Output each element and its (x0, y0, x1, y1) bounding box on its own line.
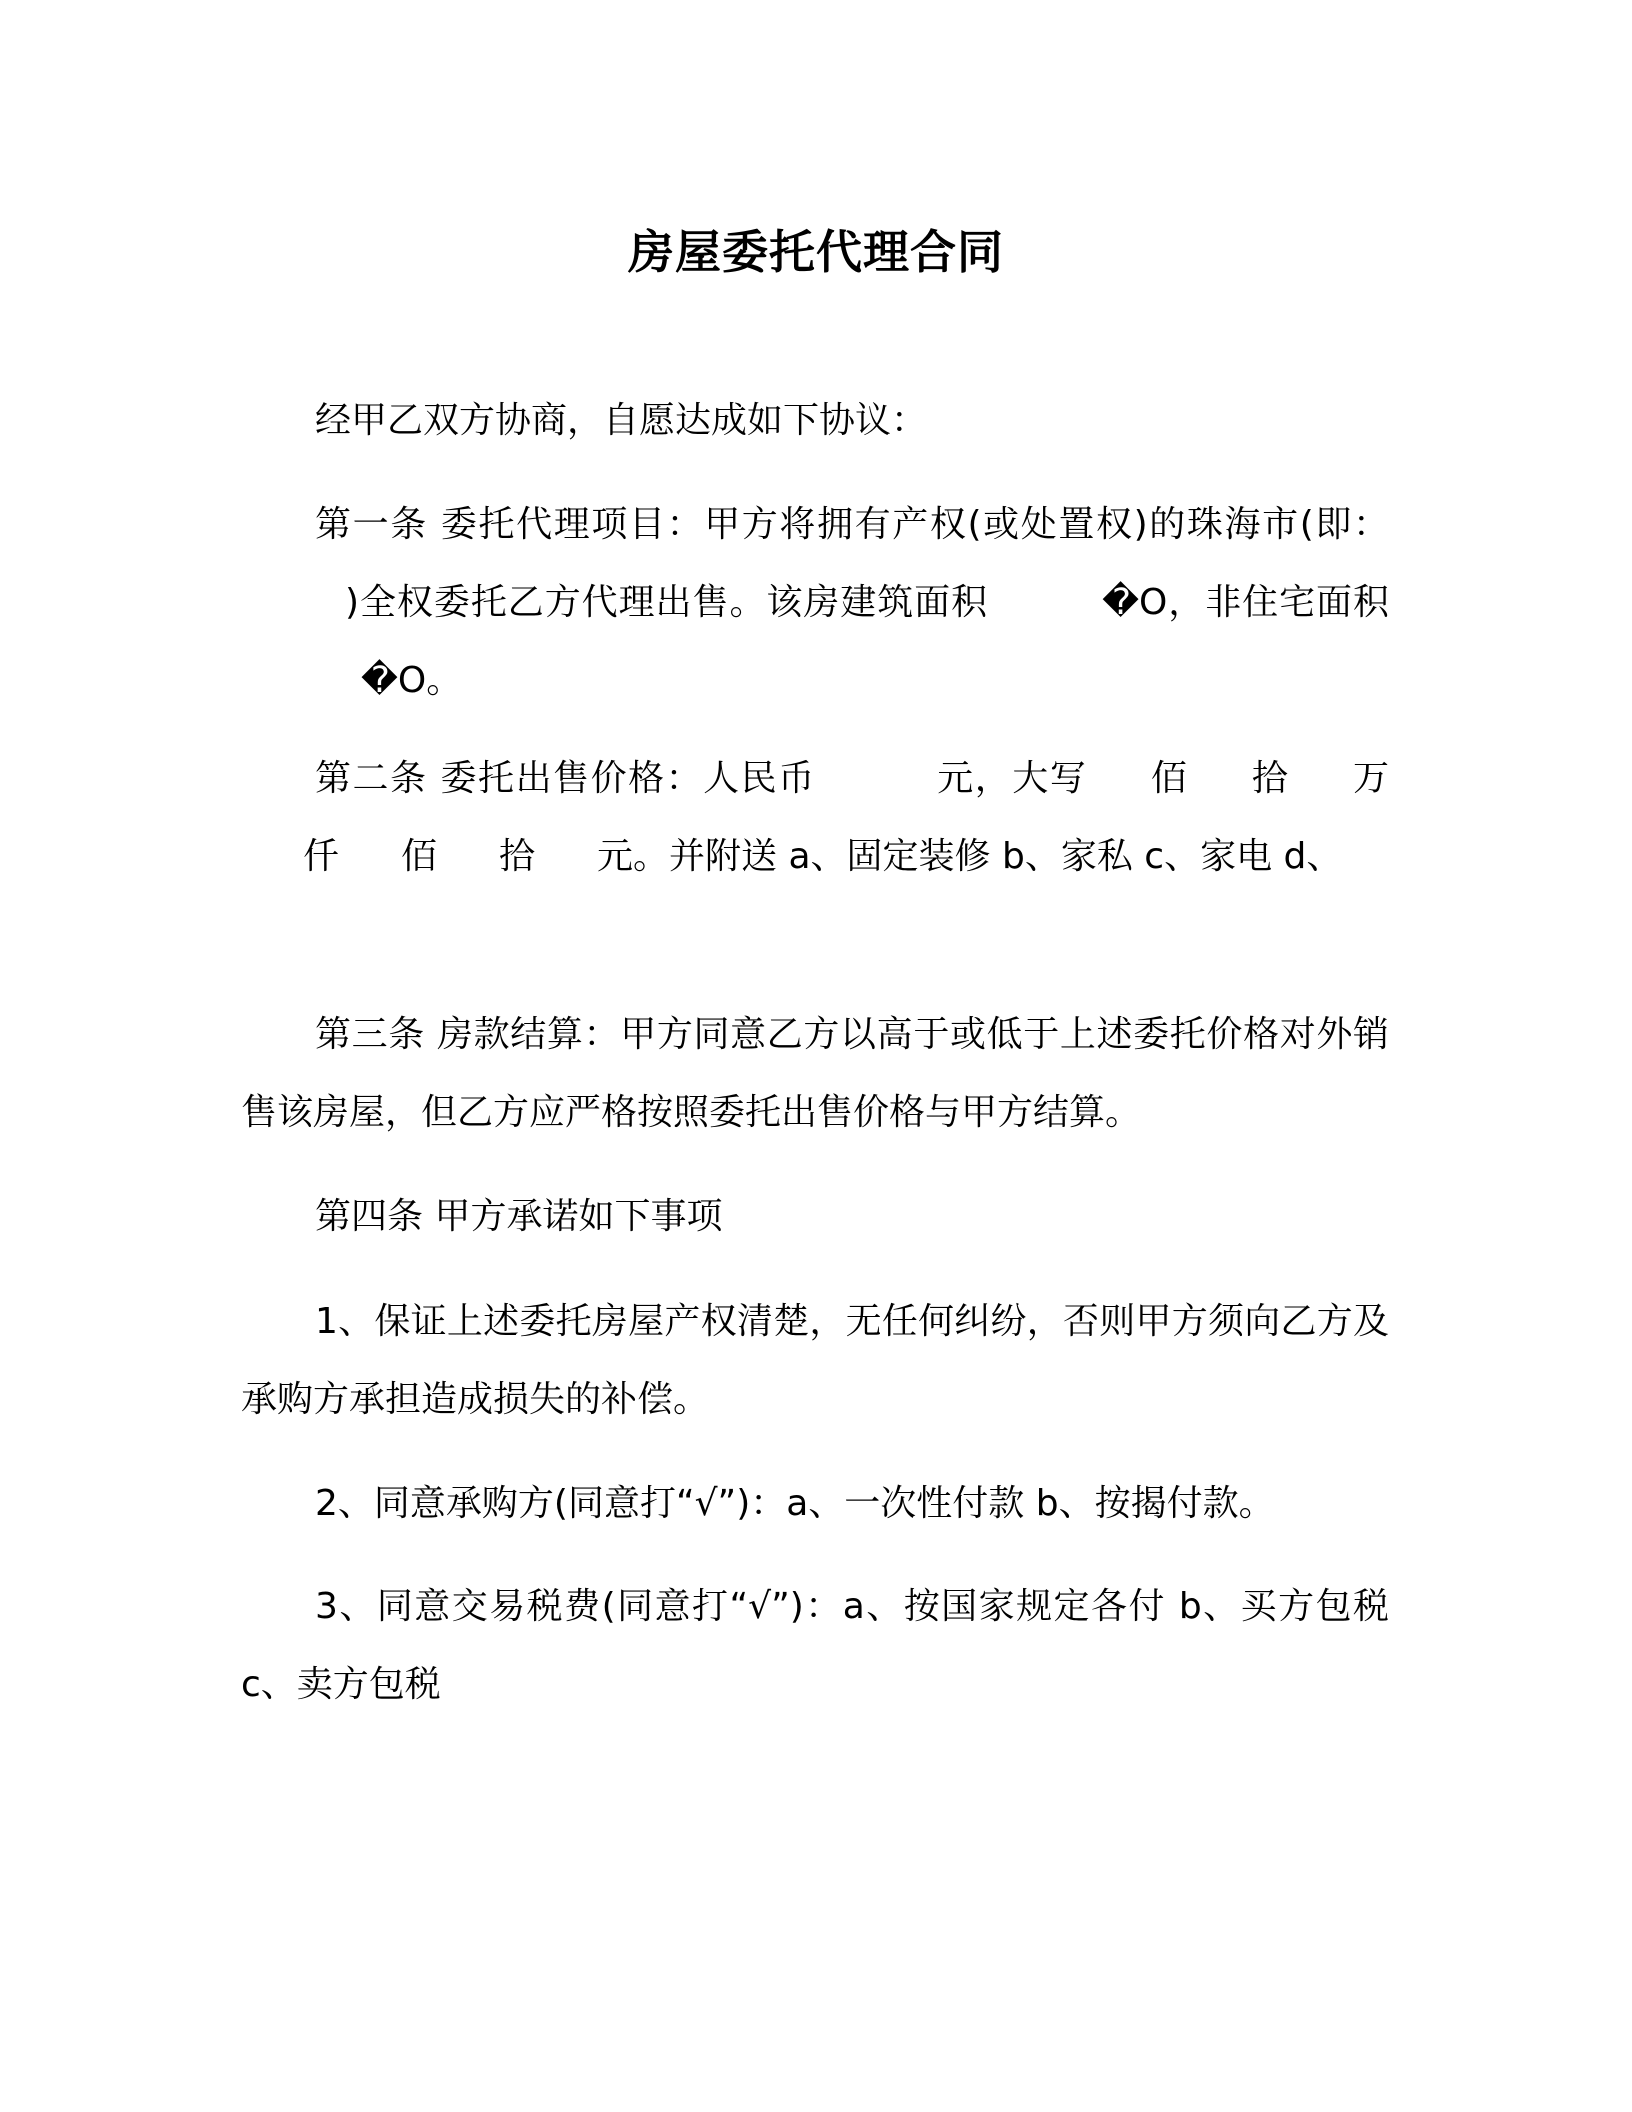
article4-heading (241, 1178, 1389, 1256)
article1-text-c: )全权委托乙方代理出售。该房建筑面积 (345, 582, 989, 623)
article3-paragraph (241, 996, 1389, 1152)
article2-text-c: 元。并附送 a、固定装修 b、家私 c、家电 d、 (597, 836, 1343, 877)
price-unit-shi-2: 拾 (499, 836, 536, 877)
article4-heading-text: 第四条 甲方承诺如下事项 (315, 1196, 723, 1237)
price-unit-wan: 万 (1351, 758, 1389, 799)
article1-text-a: 第一条 委托代理项目：甲方将拥有产权(或处置权)的珠海市 (315, 504, 1300, 545)
article2-text-b: 元，大写 (935, 758, 1088, 799)
item2-paragraph (241, 1465, 1389, 1543)
item3-text: 3、同意交易税费(同意打“√”)：a、按国家规定各付 b、买方包税 c、卖方包税 (241, 1586, 1389, 1705)
article1-text-b: (即： (1299, 504, 1389, 545)
article1-text-d: �O，非住宅面积 (1102, 582, 1389, 623)
price-unit-qian: 仟 (303, 836, 340, 877)
intro-paragraph (241, 382, 1389, 460)
item3-paragraph (241, 1568, 1389, 1724)
price-unit-bai-1: 佰 (1149, 758, 1189, 799)
article1-text-e: �O。 (361, 660, 463, 701)
article2-text-a: 第二条 委托出售价格：人民币 (315, 758, 816, 799)
item2-text: 2、同意承购方(同意打“√”)：a、一次性付款 b、按揭付款。 (315, 1483, 1275, 1524)
article2-paragraph (241, 740, 1389, 896)
document-title: 房屋委托代理合同 (628, 225, 1004, 279)
price-unit-bai-2: 佰 (401, 836, 438, 877)
article3-text: 第三条 房款结算：甲方同意乙方以高于或低于上述委托价格对外销售该房屋，但乙方应严格按照委托出售价格与甲方结算。 (241, 1014, 1389, 1133)
price-unit-shi-1: 拾 (1250, 758, 1290, 799)
article1-paragraph (241, 486, 1389, 720)
intro-text: 经甲乙双方协商，自愿达成如下协议： (315, 400, 928, 441)
item1-text: 1、保证上述委托房屋产权清楚，无任何纠纷，否则甲方须向乙方及承购方承担造成损失的补偿。 (241, 1301, 1389, 1420)
item1-paragraph (241, 1283, 1389, 1439)
